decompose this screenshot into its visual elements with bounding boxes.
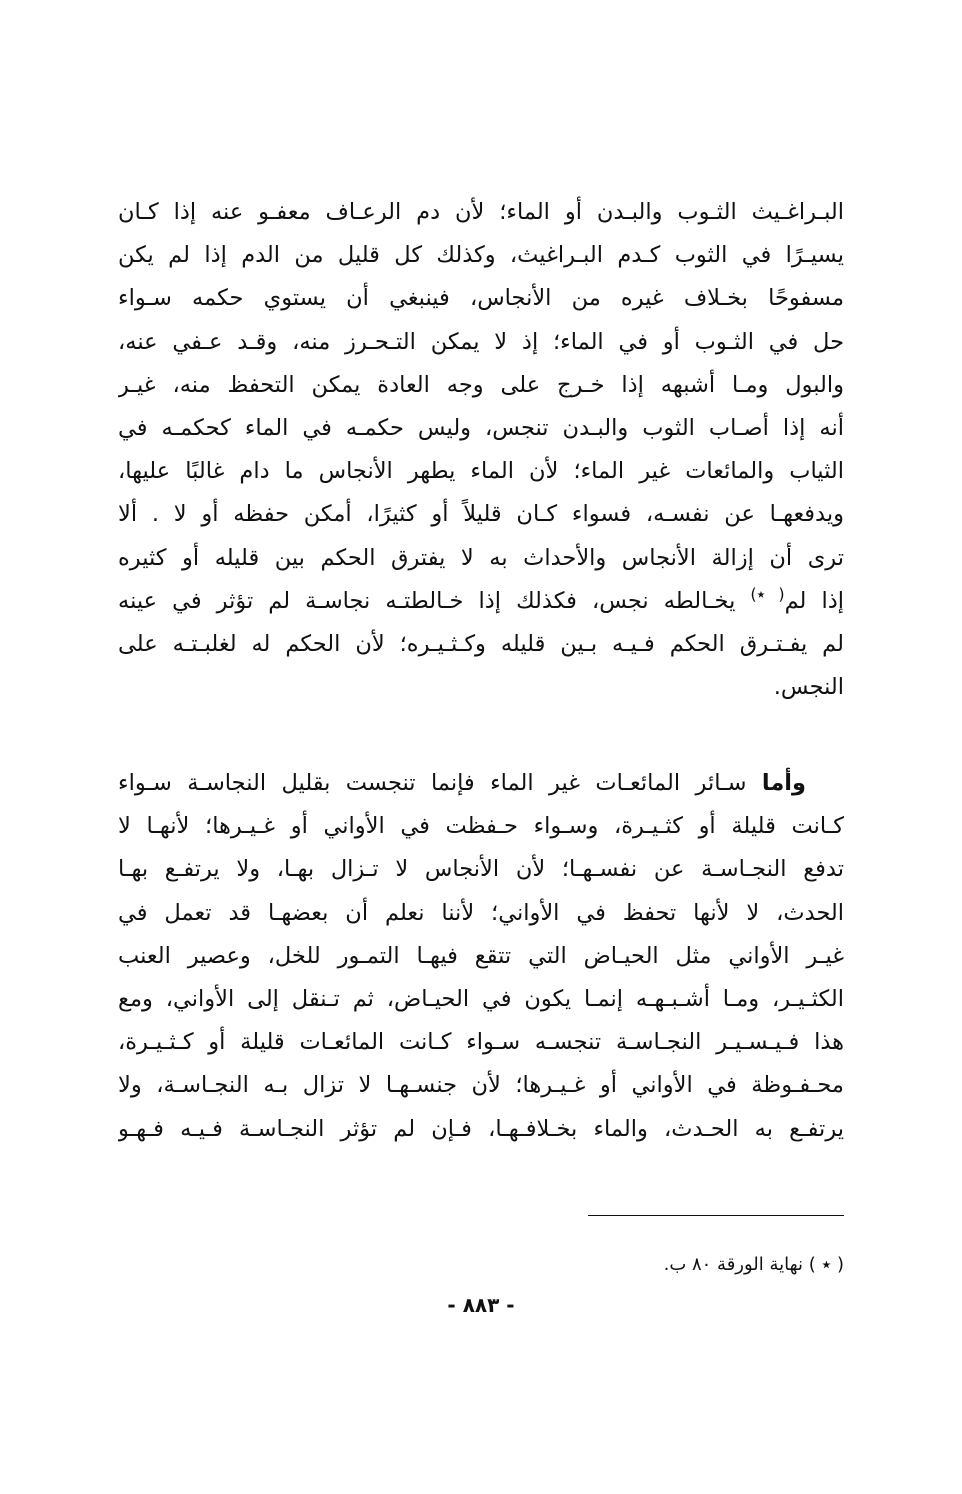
text-line: أنه إذا أصـاب الثوب والبـدن تنجس، وليس حكمـه في الماء كحكمـه في (118, 414, 844, 441)
paragraph-lead-word: وأما (761, 770, 806, 796)
page-number: - ٨٨٣ - (447, 1293, 515, 1317)
text-line-with-footnote-ref (118, 580, 844, 623)
text-line: محـفـوظة في الأواني أو غـيـرها؛ لأن جنسـهـا لا تزال بـه النجـاسـة، ولا (118, 1072, 844, 1099)
text-line: تدفع النجـاسـة عن نفسـهـا؛ لأن الأنجاس لا تـزال بهـا، ولا يرتفـع بهـا (118, 856, 844, 883)
line-end-text: يخـالطه نجس، فكذلك إذا خـالطتـه نجاسـة لم تؤثر في عينه (118, 587, 751, 614)
text-line: الكثـيـر، ومـا أشـبـهـه إنمـا يكون في الحيـاض، ثم تـنقل إلى الأواني، ومع (118, 985, 844, 1012)
text-line: لم يفـتـرق الحكم فـيـه بـين قليله وكـثـيـره؛ لأن الحكم له لغلبـتـه على (118, 630, 844, 657)
text-line: مسفوحًا بخـلاف غيره من الأنجاس، فينبغي أن يستوي حكمه سـواء (118, 285, 844, 312)
paragraph-1 (118, 191, 844, 709)
text-line: الحدث، لا لأنها تحفظ في الأواني؛ لأننا نعلم أن بعضهـا قد تعمل في (118, 899, 844, 926)
text-line: يرتفـع به الحـدث، والماء بخـلافـهـا، فـإن لم تؤثر النجـاسـة فـيـه فـهـو (118, 1115, 844, 1142)
text-line: حل في الثـوب أو في الماء؛ إذ لا يمكن التـحـرز منه، وقـد عـفي عنه، (118, 328, 844, 355)
text-line-first (118, 762, 844, 805)
text-line: كـانت قليلة أو كثـيـرة، وسـواء حـفظت في الأواني أو غـيـرها؛ لأنهـا لا (118, 813, 844, 840)
paragraph-2 (118, 762, 844, 1151)
text-line: يسيـرًا في الثوب كـدم البـراغيث، وكذلك كل قليل من الدم إذا لم يكن (118, 242, 844, 269)
footnote-separator (588, 1215, 844, 1216)
footnote-marker: ( ٭ ) (808, 1254, 844, 1275)
line-rest-text: سـائر المائعـات غير الماء فإنما تنجست بقليل النجاسـة سـواء (118, 770, 762, 796)
text-line: البـراغـيث الثـوب والبـدن أو الماء؛ لأن دم الرعـاف معفـو عنه إذا كـان (118, 199, 844, 225)
text-line: ويدفعهـا عن نفسـه، فسواء كـان قليلاً أو كثيرًا، أمكن حفظه أو لا . ألا (118, 501, 844, 528)
text-line: والبول ومـا أشبهه إذا خـرج على وجه العادة يمكن التحفظ منه، غيـر (118, 371, 844, 398)
footnote (664, 1252, 844, 1278)
footnote-reference: ( ٭) (750, 584, 785, 604)
text-line: ترى أن إزالة الأنجاس والأحداث به لا يفترق الحكم بين قليله أو كثيره (118, 544, 844, 571)
text-line: النجس. (773, 674, 844, 701)
text-line: غيـر الأواني مثل الحيـاض التي تتقع فيهـا التمـور للخل، وعصير العنب (118, 942, 844, 969)
text-line: هذا فـيـسـيـر النجـاسـة تنجسـه سـواء كـانت المائعـات قليلة أو كـثـيـرة، (118, 1029, 844, 1056)
line-start-text: إذا لم (784, 587, 844, 614)
footnote-text: نهاية الورقة ٨٠ ب. (663, 1254, 803, 1275)
text-line: الثياب والمائعات غير الماء؛ لأن الماء يطهر الأنجاس ما دام غالبًا عليها، (118, 458, 844, 485)
